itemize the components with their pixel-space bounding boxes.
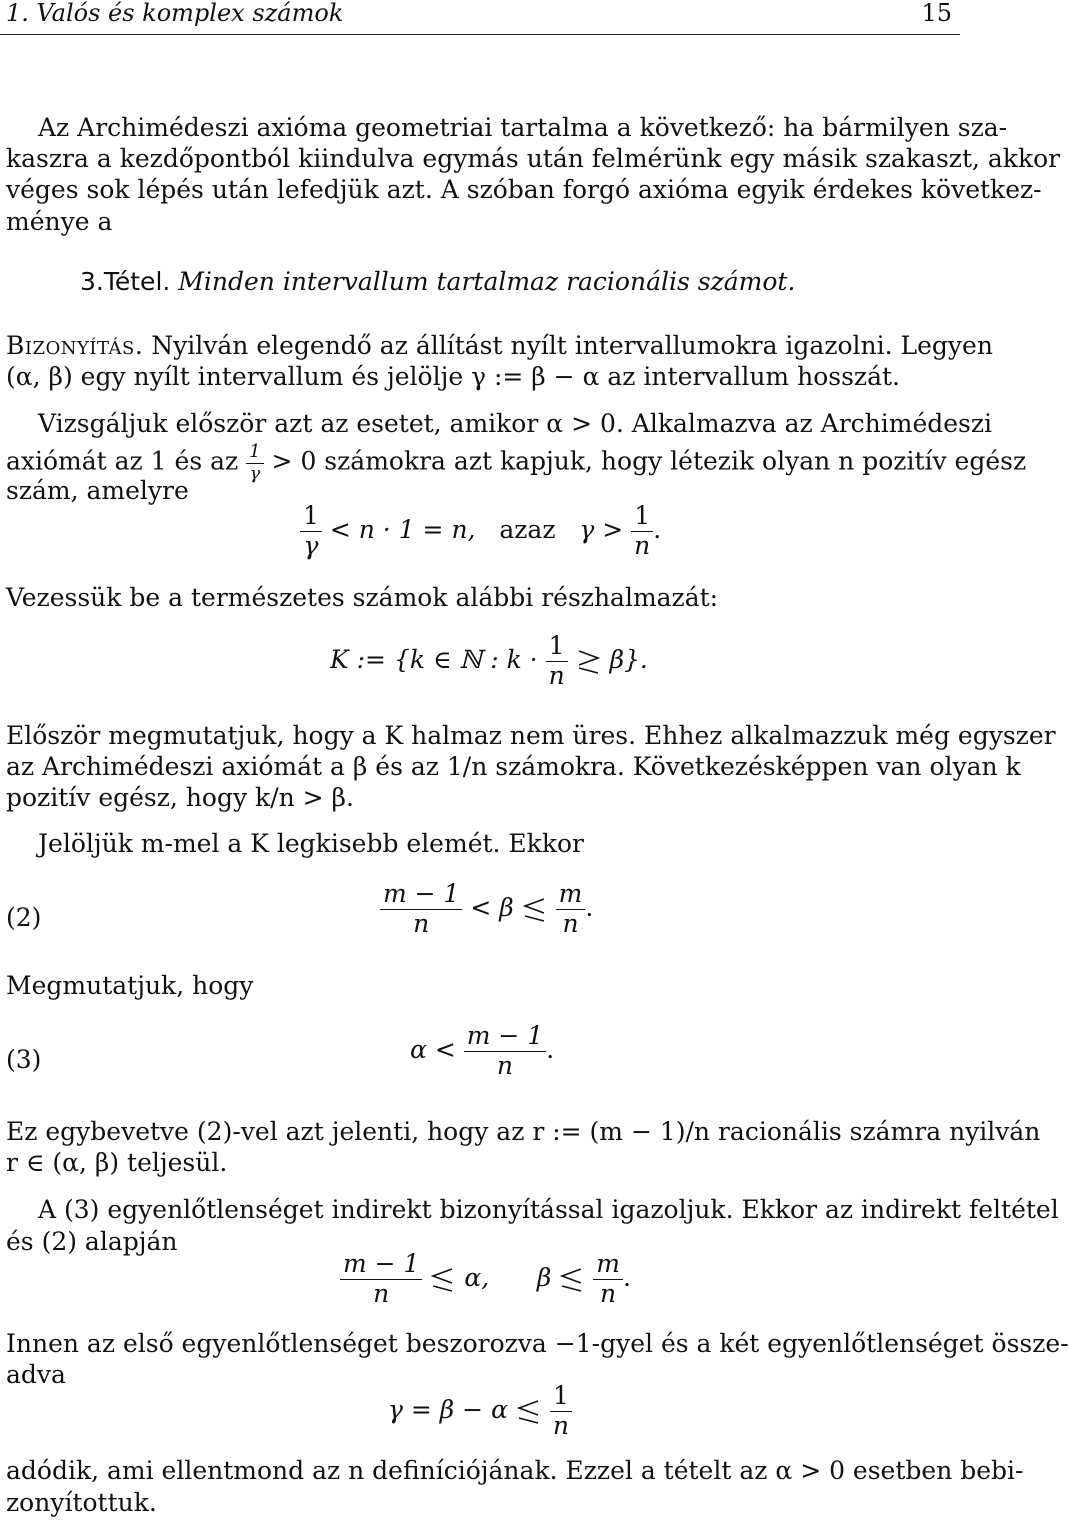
- para2-line3: szám, amelyre: [6, 476, 189, 505]
- theorem-text: Minden intervallum tartalmaz racionális számot.: [178, 267, 796, 296]
- para6-line2: adva: [6, 1360, 66, 1389]
- equation-3: α < $\frac{m - 1}{n}$ .: [410, 1021, 555, 1080]
- fraction-1-n: $\frac{1}{n}$: [631, 502, 653, 561]
- para3-line3: pozitív egész, hogy k/n > β.: [6, 783, 354, 812]
- para3-line1: Először megmutatjuk, hogy a K halmaz nem üres. Ehhez alkalmazzuk még egyszer: [6, 721, 1056, 750]
- fraction-m-1-n-eq3: $\frac{m - 1}{n}$: [464, 1022, 546, 1081]
- vezessuk-line: Vezessük be a természetes számok alábbi részhalmazát:: [6, 583, 719, 612]
- equation-K: [330, 632, 648, 691]
- para7-line1: adódik, ami ellentmond az n definíciójának. Ezzel a tételt az α > 0 esetben bebi-: [6, 1456, 1024, 1485]
- header-rule: [0, 34, 960, 35]
- chapter-title: 1. Valós és komplex számok: [6, 0, 344, 27]
- geq-symbol: [576, 647, 602, 675]
- para1-line4: ménye a: [6, 207, 113, 236]
- theorem: [80, 266, 795, 297]
- para1-line1: Az Archimédeszi axióma geometriai tartalma a következő: ha bármilyen sza-: [38, 113, 1008, 142]
- proof-label: Bizonyítás.: [6, 331, 144, 360]
- proof-line2: (α, β) egy nyílt intervallum és jelölje γ := β − α az intervallum hosszát.: [6, 362, 900, 391]
- jeloljuk-line: Jelöljük m-mel a K legkisebb elemét. Ekkor: [38, 829, 584, 858]
- para4-line2: r ∈ (α, β) teljesül.: [6, 1148, 228, 1177]
- fraction-1-gamma: $\frac{1}{\gamma}$: [300, 502, 322, 561]
- equation-5: [388, 1382, 572, 1441]
- para1-line3: véges sok lépés után lefedjük azt. A szóban forgó axióma egyik érdekes következ-: [6, 175, 1042, 204]
- leq-symbol: [516, 1397, 542, 1425]
- para2-line2b: > 0 számokra azt kapjuk, hogy létezik olyan n pozitív egész: [271, 446, 1027, 476]
- leq-symbol: [559, 1265, 585, 1293]
- proof-line1: [6, 330, 993, 361]
- eq4-alpha: α,: [464, 1262, 490, 1292]
- eq1-middle: < n · 1 = n,: [329, 514, 476, 544]
- proof-text: Nyilván elegendő az állítást nyílt intervallumokra igazolni. Legyen: [151, 331, 993, 360]
- eq1-azaz: azaz: [499, 514, 556, 544]
- equation-4: $\frac{m - 1}{n}$ α, β $\frac{m}{n}$ .: [340, 1250, 631, 1309]
- fraction-m-n-eq4: $\frac{m}{n}$: [593, 1250, 623, 1309]
- fraction-1-n-K: $\frac{1}{n}$: [546, 632, 568, 691]
- eq1-gamma: γ >: [579, 514, 624, 544]
- para6-line1: Innen az első egyenlőtlenséget beszorozva −1-gyel és a két egyenlőtlenséget össze-: [6, 1329, 1069, 1358]
- leq-symbol: [522, 895, 548, 923]
- leq-symbol: [430, 1265, 456, 1293]
- para3-line2: az Archimédeszi axiómát a β és az 1/n számokra. Következésképpen van olyan k: [6, 752, 1021, 781]
- page-number: 15: [921, 0, 952, 27]
- para1-line2: kaszra a kezdőpontból kiindulva egymás után felmérünk egy másik szakaszt, akkor: [6, 144, 1061, 173]
- para2-line1: Vizsgáljuk először azt az esetet, amikor α > 0. Alkalmazva az Archimédeszi: [38, 409, 993, 438]
- fraction-1-n-eq5: $\frac{1}{n}$: [550, 1382, 572, 1441]
- fraction-m-1-n: $\frac{m - 1}{n}$: [380, 880, 462, 939]
- inline-fraction-one-over-gamma: $\frac{1}{\gamma}$: [246, 442, 263, 484]
- eq2-tag: (2): [6, 903, 42, 932]
- theorem-label: 3.Tétel.: [80, 267, 171, 296]
- eq4-beta: β: [536, 1262, 552, 1292]
- para2-line2a: axiómát az 1 és az: [6, 446, 239, 476]
- megmutatjuk-line: Megmutatjuk, hogy: [6, 971, 254, 1000]
- para7-line2: zonyítottuk.: [6, 1488, 157, 1517]
- eq3-tag: (3): [6, 1045, 42, 1074]
- equation-2: $\frac{m - 1}{n}$ < β $\frac{m}{n}$ .: [380, 880, 593, 939]
- eq5-left: γ = β − α: [388, 1394, 508, 1424]
- fraction-m-1-n-eq4: $\frac{m - 1}{n}$: [340, 1250, 422, 1309]
- para5-line2: és (2) alapján: [6, 1227, 178, 1256]
- para5-line1: A (3) egyenlőtlenséget indirekt bizonyítással igazoljuk. Ekkor az indirekt feltétel: [38, 1195, 1059, 1224]
- eqK-left: K := {k ∈ ℕ : k ·: [330, 644, 538, 674]
- equation-1: $\frac{1}{\gamma}$ < n · 1 = n, azaz γ > $\frac{1}{n}$ .: [300, 502, 661, 561]
- eq3-left: α <: [410, 1034, 456, 1064]
- para4-line1: Ez egybevetve (2)-vel azt jelenti, hogy az r := (m − 1)/n racionális számra nyilván: [6, 1117, 1041, 1146]
- fraction-m-n: $\frac{m}{n}$: [556, 880, 586, 939]
- eqK-right: β}.: [609, 644, 648, 674]
- eq2-middle: < β: [470, 892, 514, 922]
